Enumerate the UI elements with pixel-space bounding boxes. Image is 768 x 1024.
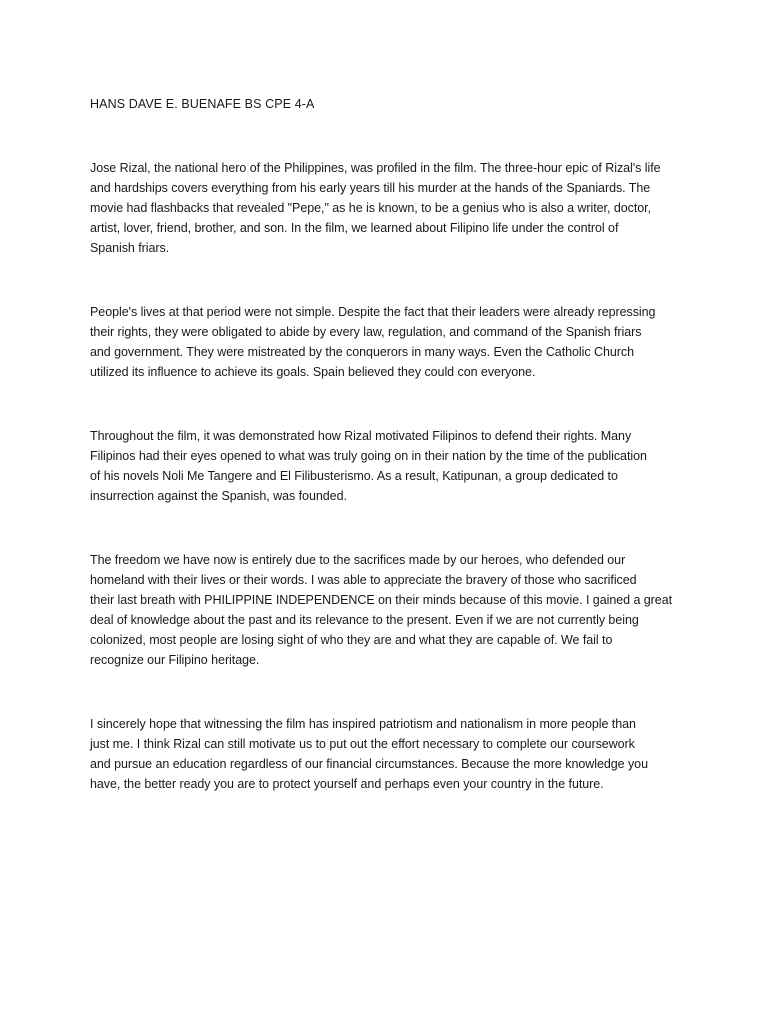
body-text bbox=[90, 158, 708, 794]
paragraph-2: People's lives at that period were not simple. Despite the fact that their leaders were already repressing their rights, they were obligated to abide by every law, regulation, and command of the Spanish friars and government. They were mistreated by the conquerors in many ways. Even the Catholic Church utilized its influence to achieve its goals. Spain believed they could con everyone. bbox=[90, 305, 656, 379]
paragraph-3: Throughout the film, it was demonstrated how Rizal motivated Filipinos to defend their rights. Many Filipinos had their eyes opened to what was truly going on in their nation by the time of the publication of his novels Noli Me Tangere and El Filibusterismo. As a result, Katipunan, a group dedicated to insurrection against the Spanish, was founded. bbox=[90, 429, 647, 503]
paragraph-1: Jose Rizal, the national hero of the Philippines, was profiled in the film. The three-hour epic of Rizal's life and hardships covers everything from his early years till his murder at the hands of the Spaniards. The movie had flashbacks that revealed "Pepe," as he is known, to be a genius who is also a writer, doctor, artist, lover, friend, brother, and son. In the film, we learned about Filipino life under the control of Spanish friars. bbox=[90, 161, 661, 255]
paragraph-4: The freedom we have now is entirely due to the sacrifices made by our heroes, who defended our homeland with their lives or their words. I was able to appreciate the bravery of those who sacrificed their last breath with PHILIPPINE INDEPENDENCE on their minds because of this movie. I gained a great deal of knowledge about the past and its relevance to the present. Even if we are not currently being colonized, most people are losing sight of who they are and what they are capable of. We fail to recognize our Filipino heritage. bbox=[90, 553, 673, 667]
paragraph-5: I sincerely hope that witnessing the film has inspired patriotism and nationalism in more people than just me. I think Rizal can still motivate us to put out the effort necessary to complete our coursework and pursue an education regardless of our financial circumstances. Because the more knowledge you have, the better ready you are to protect yourself and perhaps even your country in the future. bbox=[90, 717, 648, 791]
author-line: HANS DAVE E. BUENAFE BS CPE 4-A bbox=[90, 97, 315, 111]
